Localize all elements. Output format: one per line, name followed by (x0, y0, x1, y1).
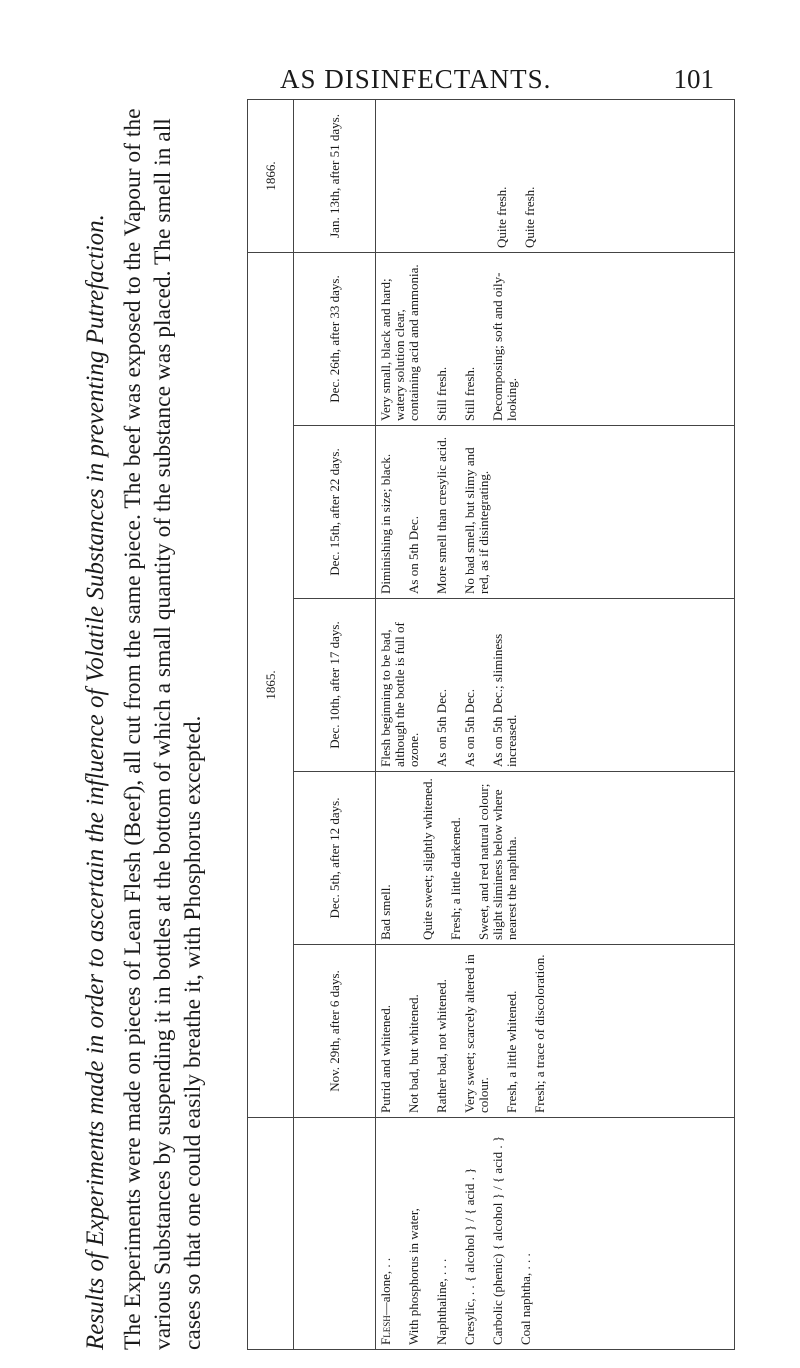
intro-block (80, 100, 240, 1350)
result-entry: No bad smell, but slimy and red, as if disintegrating. (462, 447, 491, 594)
result-entry: Very sweet; scarcely altered in colour. (462, 954, 491, 1113)
corner-cell-2 (294, 1118, 376, 1350)
date-dec-26: Dec. 26th, after 33 days. (294, 252, 376, 425)
date-jan-13: Jan. 13th, after 51 days. (294, 99, 376, 252)
results-dec-26 (376, 252, 735, 425)
intro-paragraph: The Experiments were made on pieces of Lean Flesh (Beef), all cut from the same piece. The beef was exposed to the Vapour of the various Substances by suspending it in bottles at the bottom of which a small quantity of the substance was placed. The smell in all cases so that one could easily breathe it, with Phosphorus excepted. (120, 108, 206, 1350)
substance-phosphorus: With phosphorus in water, (406, 1208, 421, 1345)
result-entry: Still fresh. (462, 366, 477, 421)
result-entry: Fresh; a little darkened. (448, 817, 463, 940)
page-number: 101 (673, 64, 714, 94)
date-row (294, 99, 376, 1349)
substance-flesh-alone: Flesh—alone, . . (378, 1257, 393, 1345)
date-nov-29: Nov. 29th, after 6 days. (294, 945, 376, 1118)
results-nov-29 (376, 945, 735, 1118)
results-dec-5 (376, 772, 735, 945)
result-entry: Fresh, a little whitened. (504, 990, 519, 1113)
results-dec-15 (376, 426, 735, 599)
result-entry: Quite fresh. (494, 186, 509, 248)
result-entry: Diminishing in size; black. (378, 453, 393, 594)
rotated-table-page (80, 100, 735, 1350)
result-entry: Putrid and whitened. (378, 1005, 393, 1113)
result-entry: Still fresh. (434, 366, 449, 421)
year-1865: 1865. (248, 252, 294, 1117)
corner-cell (248, 1118, 294, 1350)
date-dec-15: Dec. 15th, after 22 days. (294, 426, 376, 599)
table-heading: Results of Experiments made in order to ascertain the influence of Volatile Substances in preventing Putrefaction. (82, 214, 109, 1350)
results-dec-10 (376, 599, 735, 772)
result-entry: Sweet, and red natural colour; slight sliminess below where nearest the naphtha. (476, 783, 519, 940)
result-entry: Bad smell. (378, 884, 393, 940)
body-row (376, 99, 735, 1349)
result-entry: As on 5th Dec.; sliminess increased. (490, 633, 519, 767)
year-1866: 1866. (248, 99, 294, 252)
result-entry: As on 5th Dec. (406, 516, 421, 594)
result-entry: As on 5th Dec. (462, 689, 477, 767)
result-entry: Flesh beginning to be bad, although the bottle is full of ozone. (378, 622, 421, 767)
substance-labels (376, 1118, 735, 1350)
result-entry: Quite fresh. (522, 186, 537, 248)
substance-cresylic: Cresylic, . . { alcohol } / { acid . } (462, 1167, 477, 1345)
year-row (248, 99, 294, 1349)
result-entry: Rather bad, not whitened. (434, 979, 449, 1113)
result-entry: Fresh; a trace of discoloration. (532, 954, 547, 1113)
results-table-wrap (247, 100, 735, 1350)
result-entry: More smell than cresylic acid. (434, 436, 449, 594)
results-jan-13 (376, 99, 735, 252)
result-entry: As on 5th Dec. (434, 689, 449, 767)
substance-naphthaline: Naphthaline, . . . (434, 1258, 449, 1345)
substance-coal-naphtha: Coal naphtha, . . . (518, 1253, 533, 1345)
result-entry: Quite sweet; slightly whitened. (420, 778, 435, 940)
result-entry: Decomposing; soft and oily-looking. (490, 272, 519, 421)
result-entry: Very small, black and hard; watery solution clear, containing acid and ammonia. (378, 264, 421, 421)
date-dec-5: Dec. 5th, after 12 days. (294, 772, 376, 945)
running-title: AS DISINFECTANTS. (280, 64, 552, 94)
substance-carbolic: Carbolic (phenic) { alcohol } / { acid . } (490, 1135, 505, 1345)
date-dec-10: Dec. 10th, after 17 days. (294, 599, 376, 772)
results-table (247, 99, 735, 1350)
result-entry: Not bad, but whitened. (406, 994, 421, 1113)
